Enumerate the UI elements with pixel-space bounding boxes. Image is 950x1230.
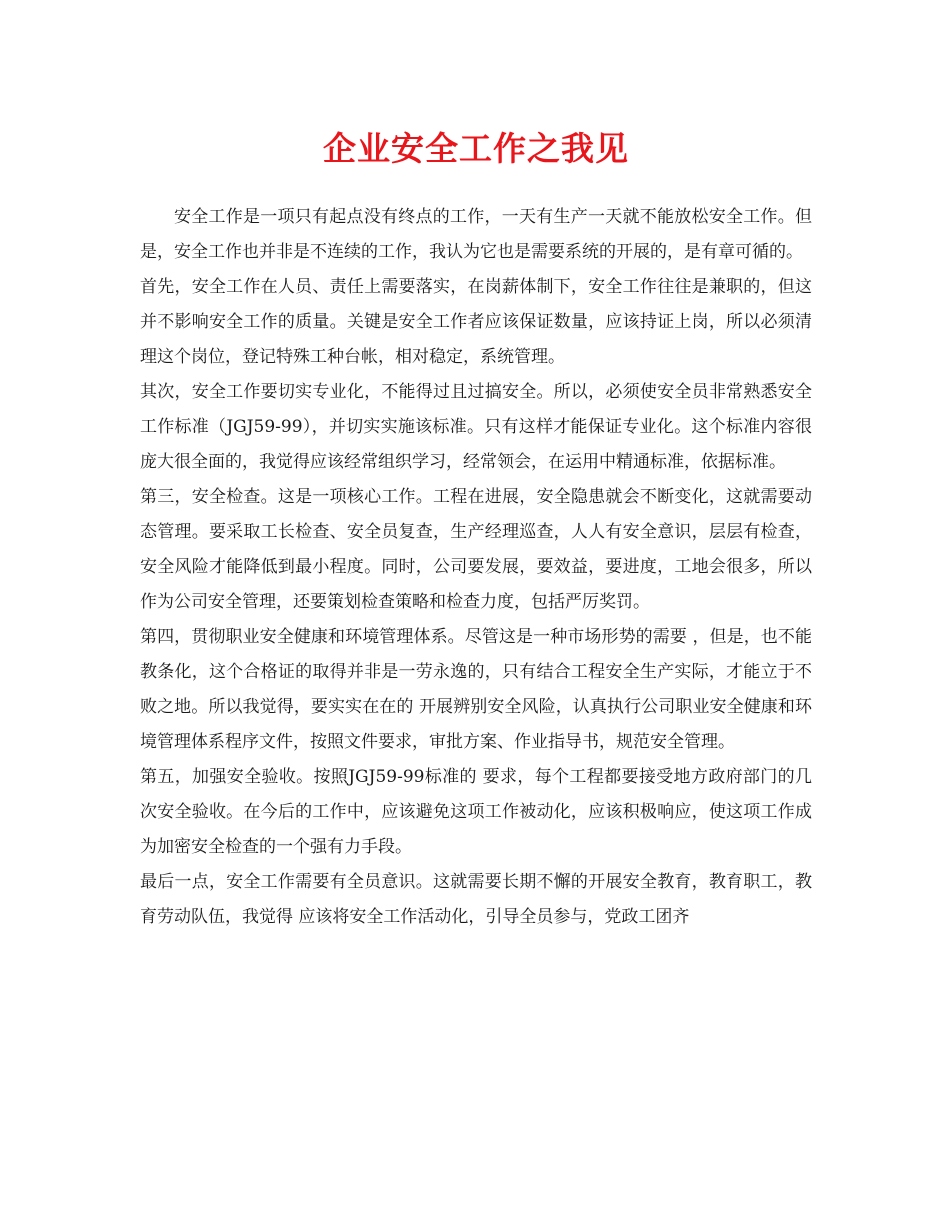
- paragraph-second: 其次，安全工作要切实专业化，不能得过且过搞安全。所以，必须使安全员非常熟悉安全工作标准（JGJ59-99），并切实实施该标准。只有这样才能保证专业化。这个标准内容很庞大很全面的，我觉得应该经常组织学习，经常领会，在运用中精通标准，依据标准。: [140, 382, 812, 472]
- paragraph-fifth: 第五，加强安全验收。按照JGJ59-99标准的 要求，每个工程都要接受地方政府部门的几次安全验收。在今后的工作中，应该避免这项工作被动化，应该积极响应，使这项工作成为加密安全检查的一个强有力手段。: [140, 767, 812, 857]
- paragraph-first: 首先，安全工作在人员、责任上需要落实，在岗薪体制下，安全工作往往是兼职的，但这并不影响安全工作的质量。关键是安全工作者应该保证数量，应该持证上岗，所以必须清理这个岗位，登记特殊工种台帐，相对稳定，系统管理。: [140, 277, 812, 367]
- paragraph-intro: 安全工作是一项只有起点没有终点的工作，一天有生产一天就不能放松安全工作。但是，安全工作也并非是不连续的工作，我认为它也是需要系统的开展的，是有章可循的。: [140, 207, 812, 262]
- paragraph-fourth: 第四，贯彻职业安全健康和环境管理体系。尽管这是一种市场形势的需要 ，但是，也不能教条化，这个合格证的取得并非是一劳永逸的，只有结合工程安全生产实际，才能立于不败之地。所以我觉得，要实实在在的 开展辨别安全风险，认真执行公司职业安全健康和环境管理体系程序文件，按照文件要求，审批方案、作业指导书，规范安全管理。: [140, 627, 812, 752]
- paragraph-last: 最后一点，安全工作需要有全员意识。这就需要长期不懈的开展安全教育，教育职工，教育劳动队伍，我觉得 应该将安全工作活动化，引导全员参与，党政工团齐: [140, 872, 812, 927]
- paragraph-third: 第三，安全检查。这是一项核心工作。工程在进展，安全隐患就会不断变化，这就需要动态管理。要采取工长检查、安全员复查，生产经理巡查，人人有安全意识，层层有检查，安全风险才能降低到最小程度。同时，公司要发展，要效益，要进度，工地会很多，所以作为公司安全管理，还要策划检查策略和检查力度，包括严厉奖罚。: [140, 487, 812, 612]
- document-title: 企业安全工作之我见: [323, 129, 629, 168]
